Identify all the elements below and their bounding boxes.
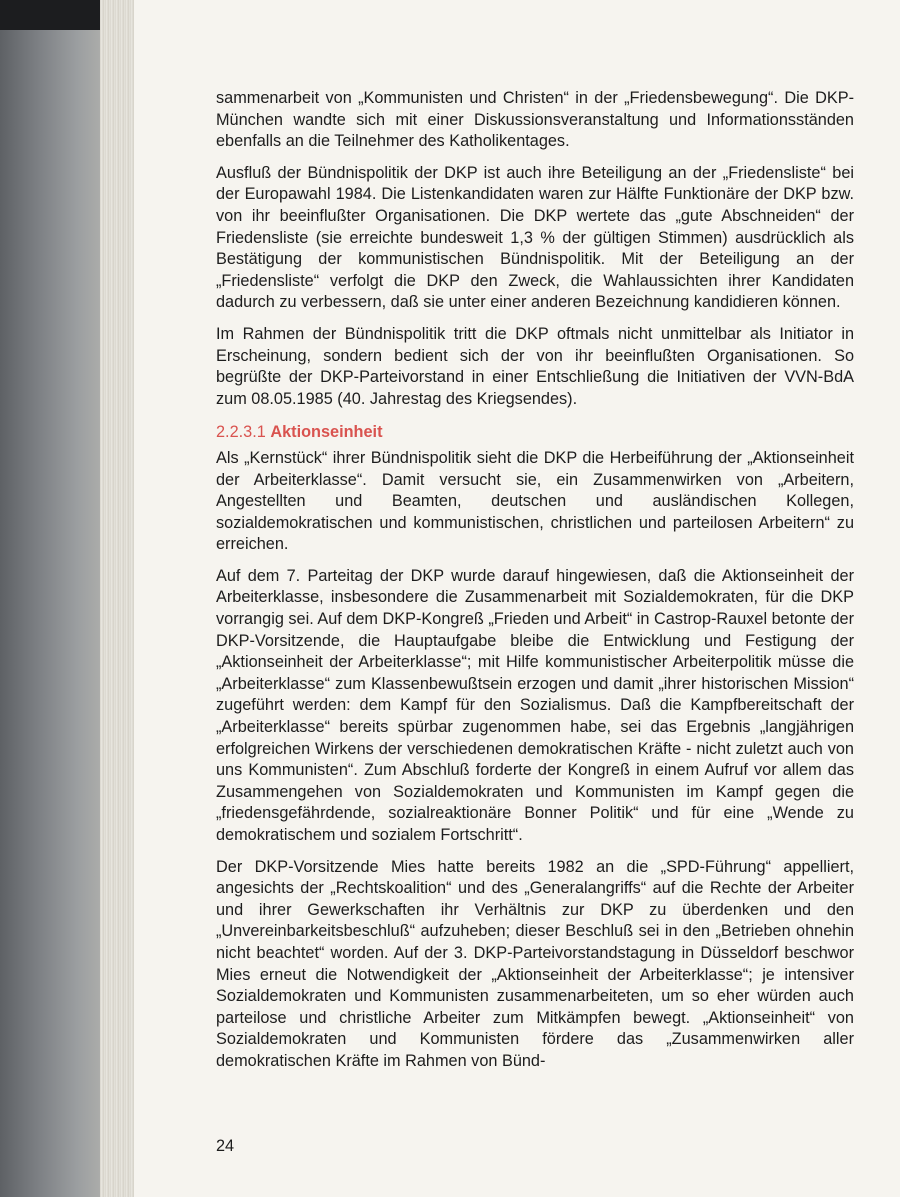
section-number: 2.2.3.1 xyxy=(216,423,266,442)
paragraph: Ausfluß der Bündnispolitik der DKP ist auch ihre Beteiligung an der „Friedensliste“ bei der Europawahl 1984. Die Listenkandidaten waren zur Hälfte Funktionäre der DKP bzw. von ihr beeinflußter Organisationen. Die DKP wertete das „gute Abschneiden“ der Friedensliste (sie erreichte bundesweit 1,3 % der gültigen Stimmen) ausdrücklich als Bestätigung der kommunistischen Bündnispolitik. Mit der Beteiligung an der „Friedensliste“ verfolgt die DKP den Zweck, die Wahlaussichten ihrer Kandidaten dadurch zu verbessern, daß sie unter einer anderen Bezeichnung kandidieren können. xyxy=(216,163,854,312)
paragraph: Als „Kernstück“ ihrer Bündnispolitik sieht die DKP die Herbeiführung der „Aktionseinheit der Arbeiterklasse“. Damit versucht sie, ein Zusammenwirken von „Arbeitern, Angestellten und Beamten, deutschen und ausländischen Kollegen, sozialdemokratischen und kommunistischen, christlichen und parteilosen Arbeitern“ zu erreichen. xyxy=(216,448,854,554)
paragraph: Der DKP-Vorsitzende Mies hatte bereits 1982 an die „SPD-Führung“ appelliert, angesichts der „Rechtskoalition“ und des „Generalangriffs“ auf die Rechte der Arbeiter und ihrer Gewerkschaften ihr Verhältnis zur DKP zu überdenken und den „Unvereinbarkeitsbeschluß“ aufzuheben; dieser Beschluß sei in den „Betrieben ohnehin nicht beachtet“ worden. Auf der 3. DKP-Parteivorstandstagung in Düsseldorf beschwor Mies erneut die Notwendigkeit der „Aktionseinheit der Arbeiterklasse“; je intensiver Sozialdemokraten und Kommunisten zusammenarbeiteten, um so eher würden auch parteilose und christliche Arbeiter zum Mitkämpfen bewegt. „Aktionseinheit“ von Sozialdemokraten und Kommunisten fördere das „Zusammenwirken aller demokratischen Kräfte im Rahmen von Bünd- xyxy=(216,857,854,1070)
page-body xyxy=(216,88,854,1083)
book-spine-top xyxy=(0,0,110,30)
book-spine xyxy=(0,0,110,1197)
page-edges xyxy=(100,0,134,1197)
section-heading xyxy=(216,422,854,444)
paragraph: Im Rahmen der Bündnispolitik tritt die DKP oftmals nicht unmittelbar als Initiator in Erscheinung, sondern bedient sich der von ihr beeinflußten Organisationen. So begrüßte der DKP-Parteivorstand in einer Entschließung die Initiativen der VVN-BdA zum 08.05.1985 (40. Jahrestag des Kriegsendes). xyxy=(216,324,854,408)
page-number: 24 xyxy=(216,1137,235,1155)
section-title: Aktionseinheit xyxy=(270,423,383,442)
paragraph: sammenarbeit von „Kommunisten und Christen“ in der „Friedensbewegung“. Die DKP-München wandte sich mit einer Diskussionsveranstaltung und Informationsständen ebenfalls an die Teilnehmer des Katholikentages. xyxy=(216,89,854,151)
paragraph: Auf dem 7. Parteitag der DKP wurde darauf hingewiesen, daß die Aktionseinheit der Arbeiterklasse, insbesondere die Zusammenarbeit mit Sozialdemokraten, für die DKP vorrangig sei. Auf dem DKP-Kongreß „Frieden und Arbeit“ in Castrop-Rauxel betonte der DKP-Vorsitzende, die Hauptaufgabe bleibe die Entwicklung und Festigung der „Aktionseinheit der Arbeiterklasse“; mit Hilfe kommunistischer Arbeiterpolitik müsse die „Arbeiterklasse“ zum Klassenbewußtsein erzogen und damit „ihrer historischen Mission“ zugeführt werden: dem Kampf für den Sozialismus. Daß die Kampfbereitschaft der „Arbeiterklasse“ bereits spürbar zugenommen habe, sei das Ergebnis „langjährigen erfolgreichen Wirkens der verschiedenen demokratischen Kräfte - nicht zuletzt auch von uns Kommunisten“. Zum Abschluß forderte der Kongreß in einem Aufruf vor allem das Zusammengehen von Sozialdemokraten und Kommunisten im Kampf gegen die „friedensgefährdende, sozialreaktionäre Bonner Politik“ und für eine „Wende zu demokratischem und sozialem Fortschritt“. xyxy=(216,566,855,844)
